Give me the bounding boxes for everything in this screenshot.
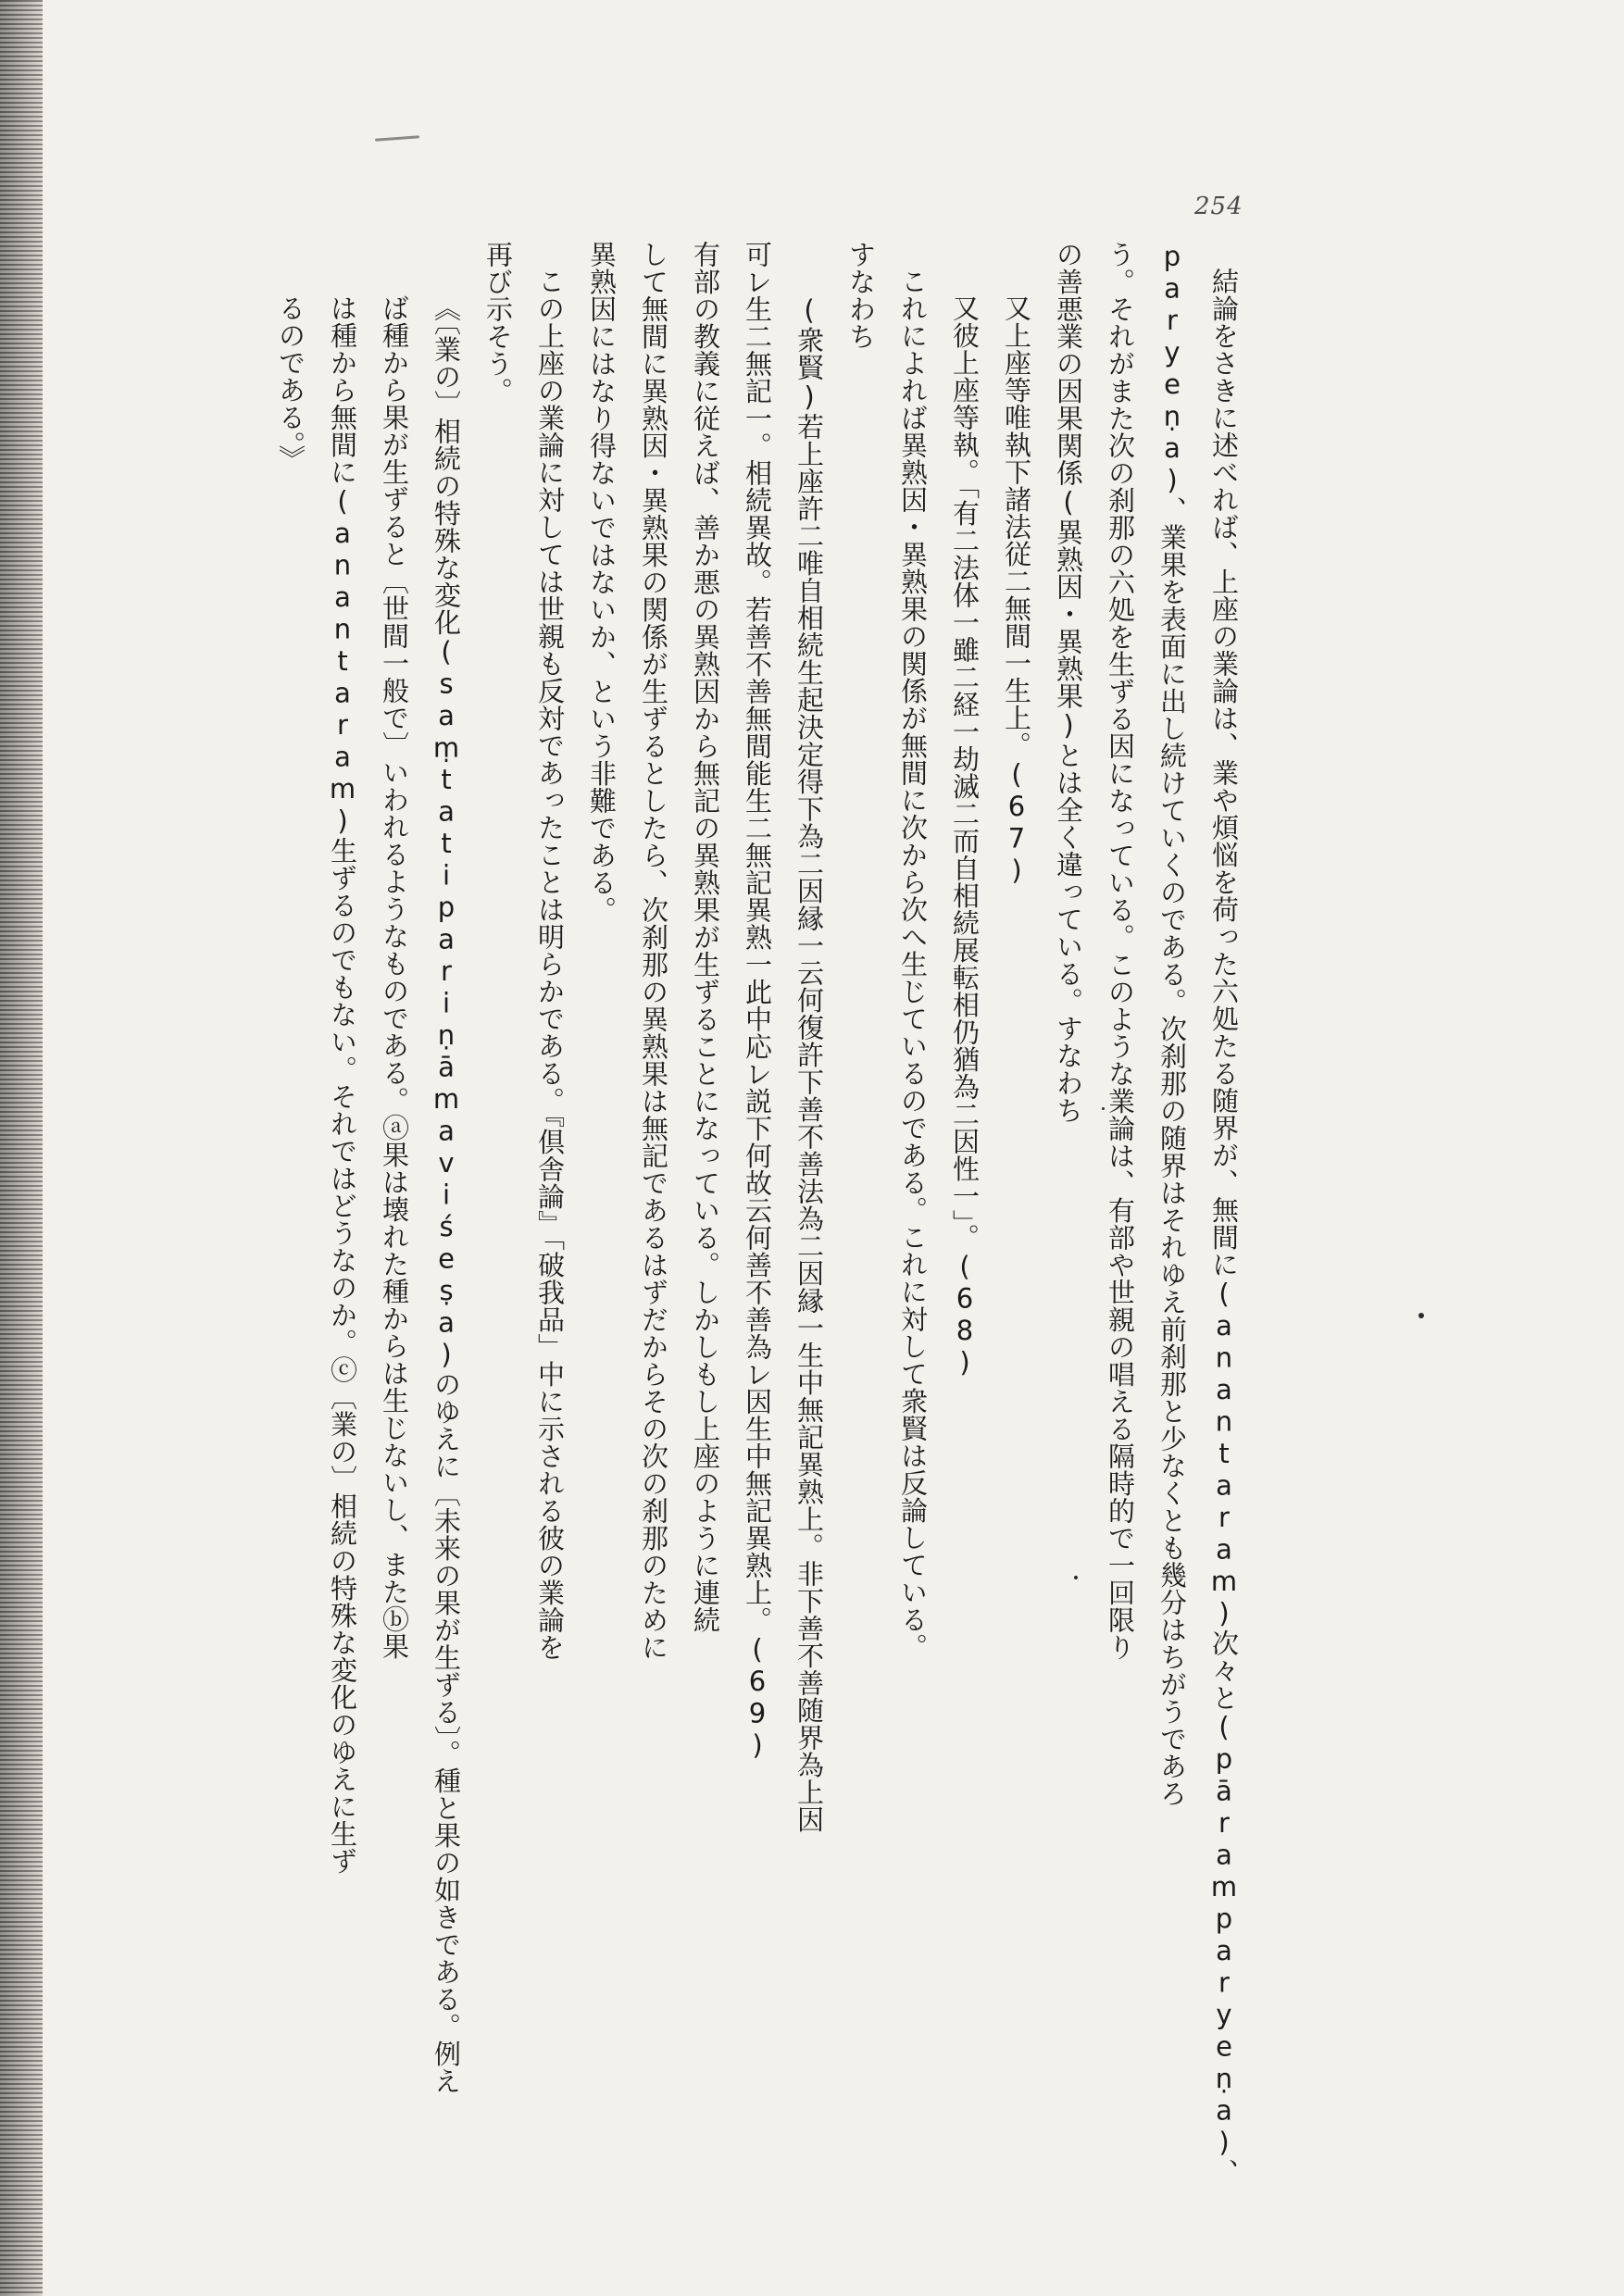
text-line: 異熟因にはなり得ないではないか、という非難である。 (586, 241, 618, 924)
quoted-passage: ば種から果が生ずると〔世間一般で〕いわれるようなものである。ⓐ果は壊れた種からは生じないし、またⓑ果 (379, 294, 410, 1660)
scan-speck (1418, 1313, 1424, 1318)
quoted-passage: は種から無間に(anantaram)生ずるのでもない。それではどうなのか。ⓒ〔業の〕相続の特殊な変化のゆえに生ず (327, 294, 358, 1875)
text-line: この上座の業論に対しては世親も反対であったことは明らかである。『倶舎論』「破我品」中に示される彼の業論を (534, 268, 566, 1661)
quoted-passage: 又上座等唯執下諸法従二無間一生上。(67) (1001, 294, 1032, 887)
text-line: これによれば異熟因・異熟果の関係が無間に次から次へ生じているのである。これに対して衆賢は反論している。 (897, 268, 929, 1661)
page-number: 254 (1194, 193, 1243, 220)
quoted-passage: 可レ生二無記一。相続異故。若善不善無間能生二無記異熟一此中応レ説下何故云何善不善為レ因生中無記異熟上。(69) (742, 241, 773, 1762)
text-line: して無間に異熟因・異熟果の関係が生ずるとしたら、次刹那の異熟果は無記であるはずだからその次の刹那のために (638, 241, 669, 1661)
quoted-passage: るのである。》 (275, 294, 306, 472)
text-line: すなわち (845, 241, 877, 350)
quoted-passage: 《〔業の〕相続の特殊な変化(saṃtatipariṇāmaviśeṣa)のゆえに〔未来の果が生ずる〕。種と果の如きである。例え (431, 294, 462, 2095)
text-line: paryeṇa)、業果を表面に出し続けていくのである。次刹那の随界はそれゆえ前刹那と少なくとも幾分はちがうであろ (1156, 241, 1188, 1807)
quoted-passage: (衆賢)若上座許二唯自相続生起決定得下為二因縁一云何復許下善不善法為二因縁一生中無記異熟上。非下善不善随界為上因 (793, 294, 825, 1833)
scan-binding-edge (0, 0, 43, 2296)
text-line: 有部の教義に従えば、善か悪の異熟因から無記の異熟果が生ずることになっている。しかしもし上座のように連続 (690, 241, 721, 1634)
text-line: 結論をさきに述べれば、上座の業論は、業や煩悩を荷った六処たる随界が、無間に(anantaram)次々と(pāramparyeṇa)、 (1208, 268, 1240, 2186)
text-line: 再び示そう。 (482, 241, 514, 405)
text-line: う。それがまた次の刹那の六処を生ずる因になっている。このような業論は、有部や世親の唱える隔時的で一回限り (1105, 241, 1136, 1661)
vertical-text-body (111, 241, 1250, 2186)
text-line: の善悪業の因果関係(異熟因・異熟果)とは全く違っている。すなわち (1053, 241, 1084, 1124)
stray-scan-mark (375, 135, 419, 141)
quoted-passage: 又彼上座等執。「有二法体一雖二経一劫滅二而自相続展転相仍猶為二因性一」。(68) (949, 294, 981, 1379)
